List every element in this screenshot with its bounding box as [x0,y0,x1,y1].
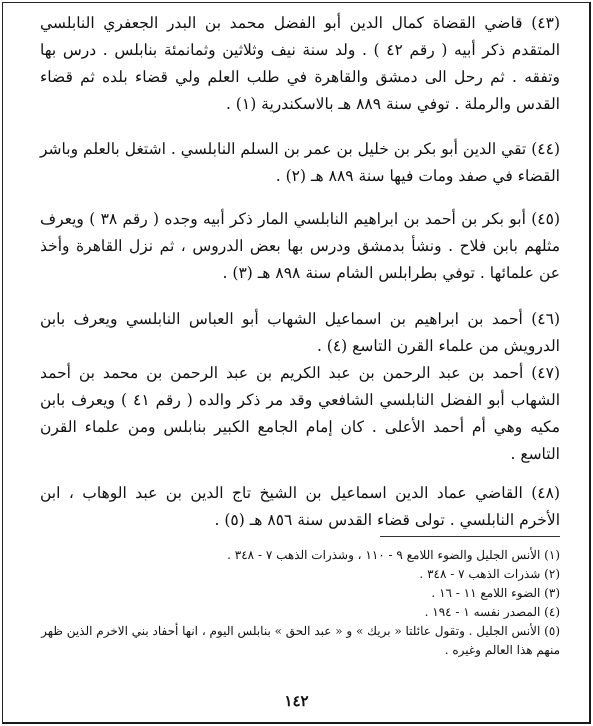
entry-43: (٤٣) قاضي القضاة كمال الدين أبو الفضل محمد بن البدر الجعفري النابلسي المتقدم ذكر أبيه ( رقم ٤٢ ) . ولد سنة نيف وثلاثين وثمانمئة بنابلس . درس بها وتفقه . ثم رحل الى دمشق والقاهرة في طلب العلم ولي قضاء بلده ثم قضاء القدس والرملة . توفي سنة ٨٨٩ هـ بالاسكندرية (١) . [40,14,561,113]
footnote-1: (١) الأنس الجليل والضوء اللامع ٩ - ١١٠ ، وشذرات الذهب ٧ - ٣٤٨ . [227,548,560,562]
entry-47: (٤٧) أحمد بن عبد الرحمن بن عبد الكريم بن عبد الرحمن بن محمد بن أحمد الشهاب أبو الفضل النابلسي الشافعي وقد مر ذكر والده ( رقم ٤١ ) ويعرف بابن مكيه وهي أم أحمد الأعلى . كان إمام الجامع الكبير بنابلس ومن علماء القرن التاسع . [40,364,561,463]
footnote-separator [380,536,560,537]
entry-45: (٤٥) أبو بكر بن أحمد بن ابراهيم النابلسي المار ذكر أبيه وجده ( رقم ٣٨ ) ويعرف مثلهم بابن فلاح . ونشأ بدمشق ودرس بها بعض الدروس ، ثم نزل القاهرة وأخذ عن علمائها . توفي بطرابلس الشام سنة ٨٩٨ هـ (٣) . [40,210,560,282]
entry-46: (٤٦) أحمد بن ابراهيم بن اسماعيل الشهاب أبو العباس النابلسي ويعرف بابن الدرويش من علماء القرن التاسع (٤) . [40,310,560,355]
footnote-4: (٤) المصدر نفسه ١ - ١٩٤ . [424,605,560,619]
entry-44: (٤٤) تقي الدين أبو بكر بن خليل بن عمر بن السلم النابلسي . اشتغل بالعلم وباشر القضاء في صفد ومات فيها سنة ٨٨٩ هـ (٢) . [40,140,560,185]
footnotes [40,546,560,660]
page-number: ١٤٢ [284,692,309,710]
footnote-5: (٥) الأنس الجليل . وتقول عائلتا « بريك » و « عبد الحق » بنابلس اليوم ، انها أحفاد بني الاخرم الذين ظهر منهم هذا العالم وغيره . [41,624,560,657]
footnote-3: (٣) الضوء اللامع ١١ - ١٦ . [431,586,560,600]
footnote-2: (٢) شذرات الذهب ٧ - ٣٤٨ . [419,567,560,581]
entry-48: (٤٨) القاضي عماد الدين اسماعيل بن الشيخ تاج الدين بن عبد الوهاب ، ابن الأخرم النابلسي . تولى قضاء القدس سنة ٨٥٦ هـ (٥) . [40,484,560,529]
